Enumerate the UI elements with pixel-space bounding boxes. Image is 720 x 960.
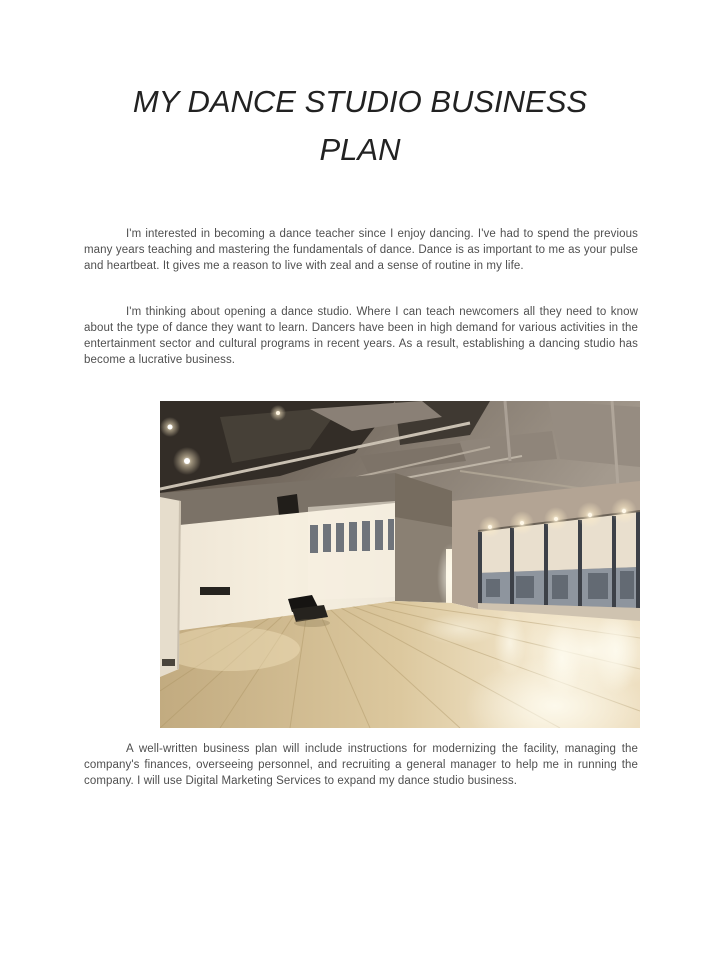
dance-studio-photo xyxy=(160,401,640,728)
wall-speaker xyxy=(277,494,299,516)
page-title: MY DANCE STUDIO BUSINESS PLAN xyxy=(132,84,588,167)
mirror-sign xyxy=(200,587,230,595)
intro-paragraph: I'm interested in becoming a dance teacher since I enjoy dancing. I've had to spend the previous many years teaching and mastering the fundamentals of dance. Dance is as important to me as your pulse and heartbeat. It gives me a reason to live with zeal and a sense of routine in my life. xyxy=(84,228,638,272)
left-pillar xyxy=(160,497,181,677)
studio-opening-paragraph: I'm thinking about opening a dance studio. Where I can teach newcomers all they need to know about the type of dance they want to learn. Dancers have been in high demand for various activities in the entertainment sector and cultural programs in recent years. As a result, establishing a dancing studio has become a lucrative business. xyxy=(84,306,638,366)
business-plan-paragraph: A well-written business plan will include instructions for modernizing the facility, managing the company's finances, overseeing personnel, and recruiting a general manager to help me in running the company. I will use Digital Marketing Services to expand my dance studio business. xyxy=(84,743,638,787)
window-wall xyxy=(452,481,640,625)
